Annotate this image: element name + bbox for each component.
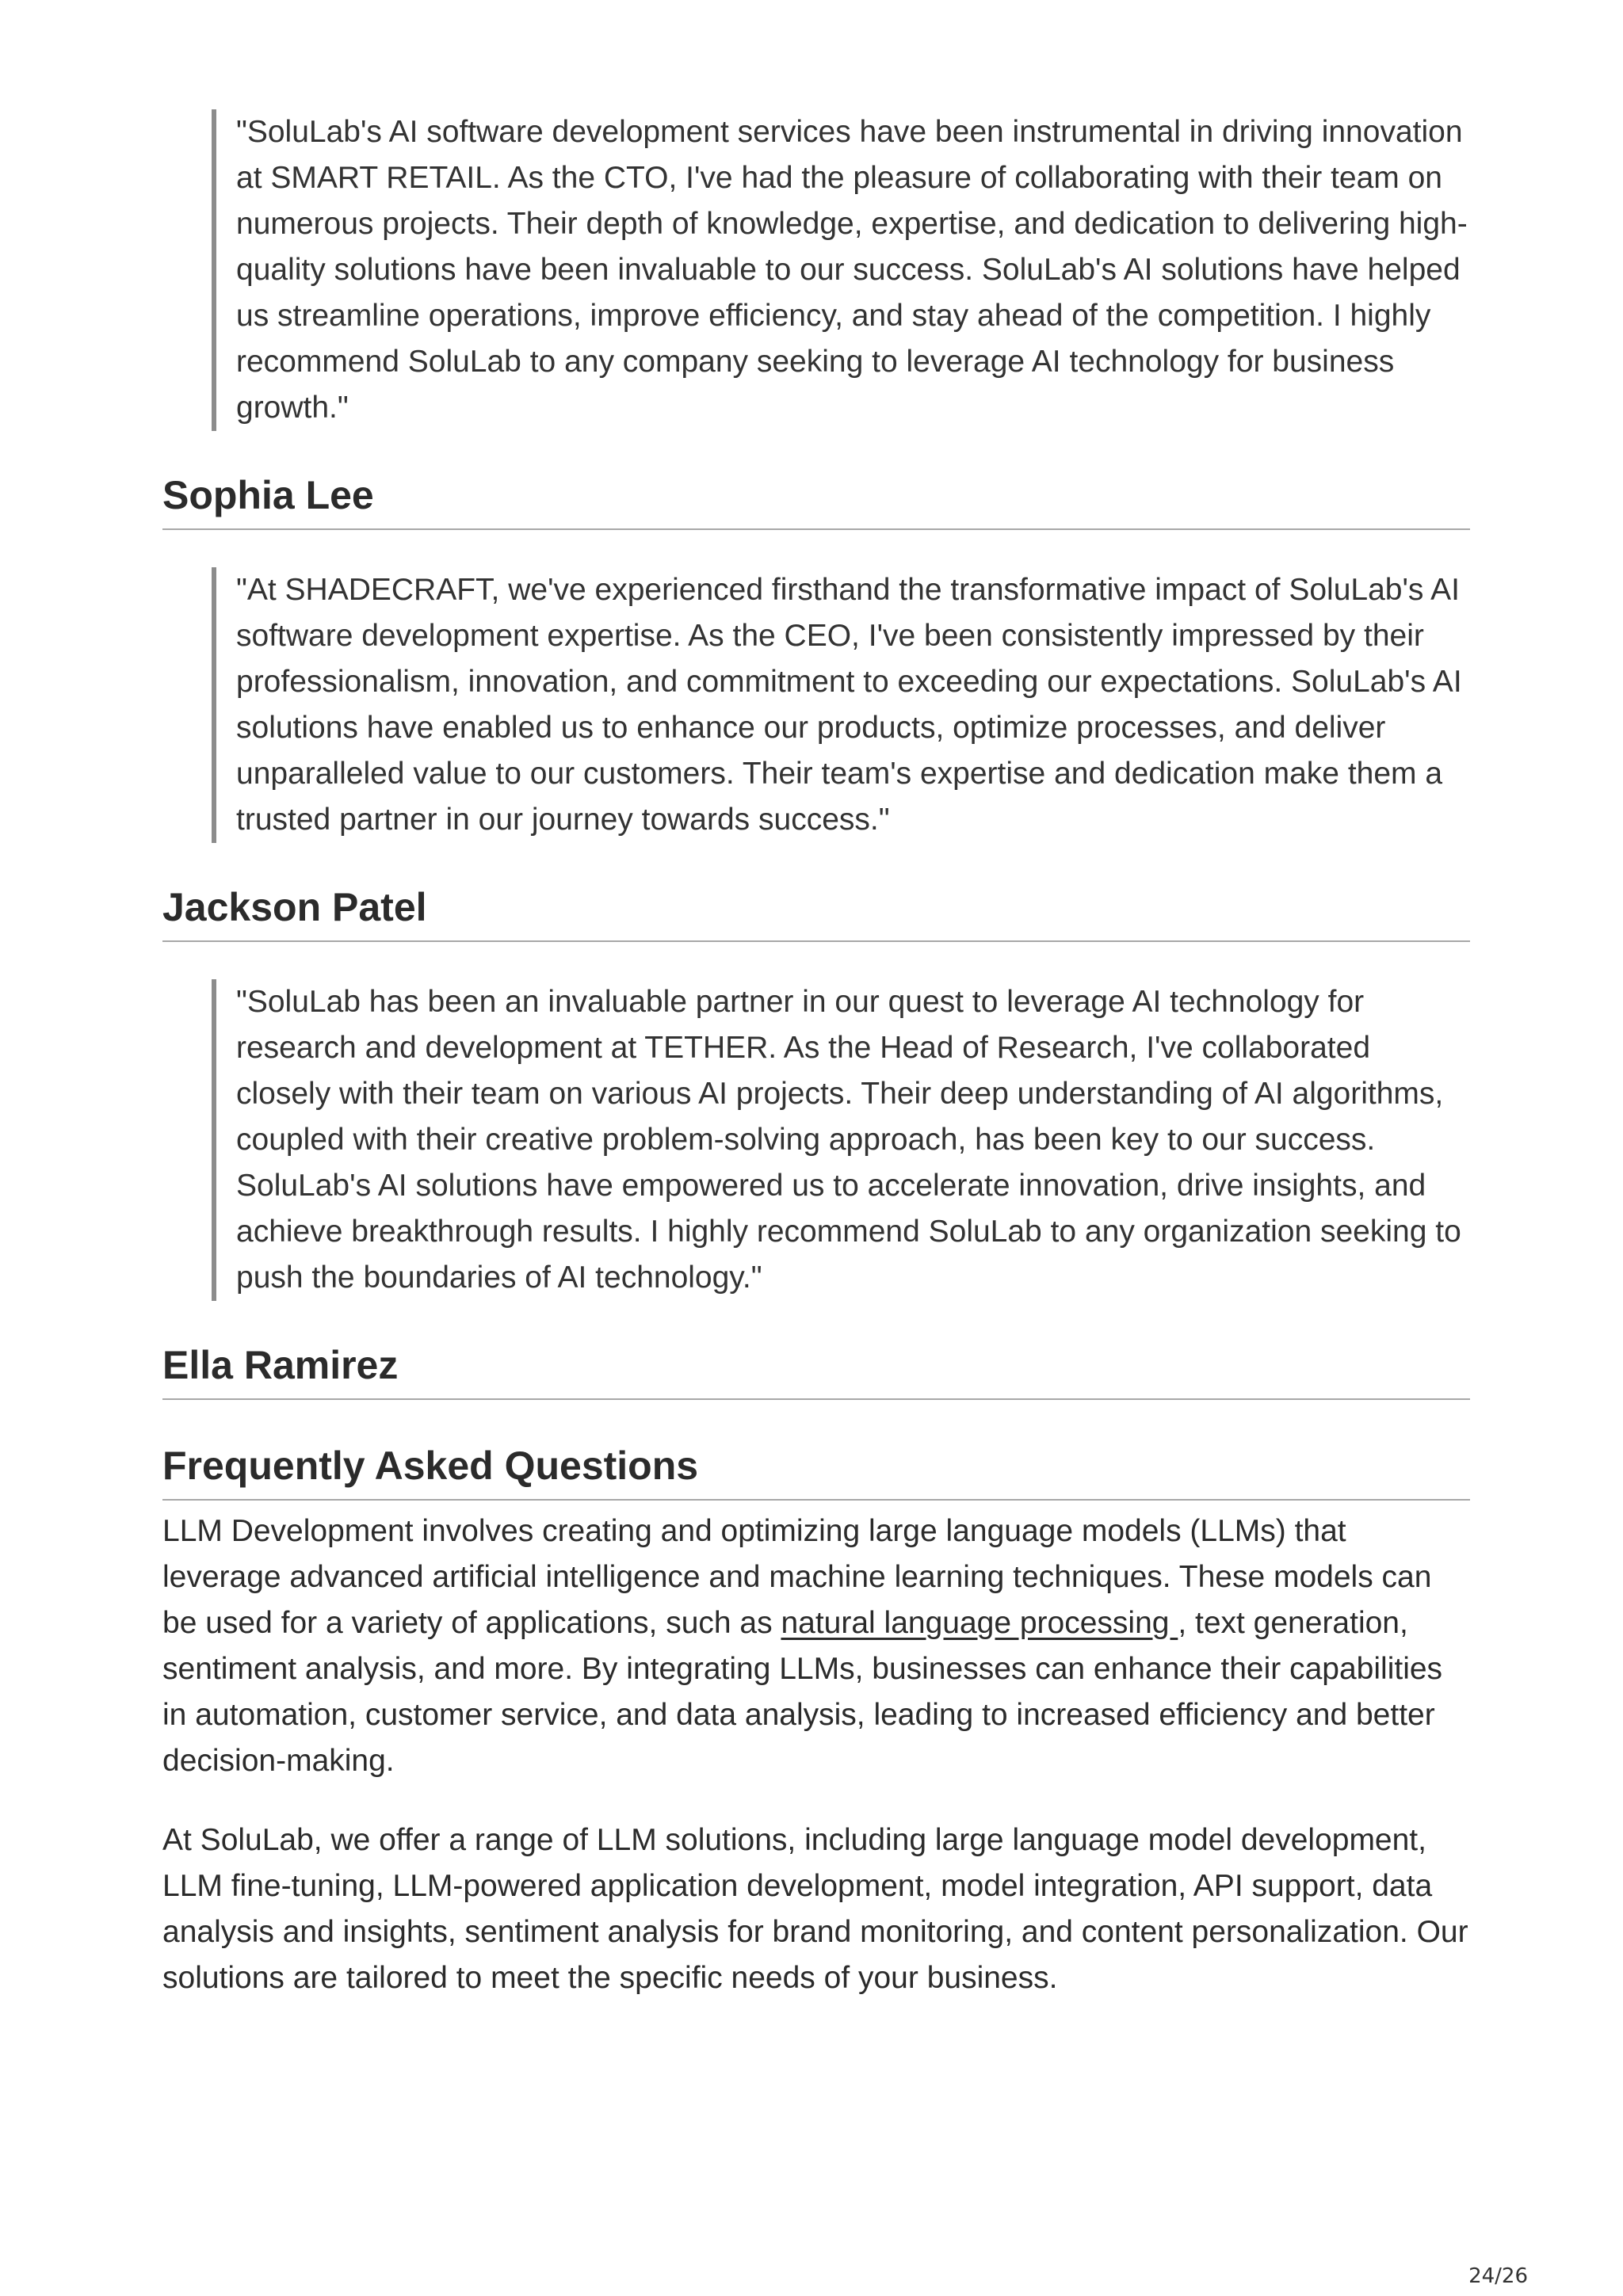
testimonial-author: Sophia Lee <box>162 472 1470 530</box>
faq-paragraph <box>162 1508 1470 1784</box>
page-number: 24/26 <box>1468 2264 1528 2288</box>
faq-paragraph-text: , text generation, sentiment analysis, and more. By integrating LLMs, businesses can enhance their capabilities in automation, customer service, and data analysis, leading to increased efficiency and better decision-making. <box>162 1606 1443 1778</box>
testimonial-author: Ella Ramirez <box>162 1342 1470 1400</box>
faq-paragraph-text: LLM Development involves creating and optimizing large language models (LLMs) that leverage advanced artificial intelligence and machine learning techniques. These models can be used for a variety of applications, such as <box>162 1514 1432 1640</box>
testimonial-author: Jackson Patel <box>162 884 1470 942</box>
testimonial-quote: "At SHADECRAFT, we've experienced firsthand the transformative impact of SoluLab's AI software development expertise. As the CEO, I've been consistently impressed by their professionalism, innovation, and commitment to exceeding our expectations. SoluLab's AI solutions have enabled us to enhance our products, optimize processes, and deliver unparalleled value to our customers. Their team's expertise and dedication make them a trusted partner in our journey towards success." <box>212 567 1470 843</box>
testimonial-quote: "SoluLab's AI software development services have been instrumental in driving innovation at SMART RETAIL. As the CTO, I've had the pleasure of collaborating with their team on numerous projects. Their depth of knowledge, expertise, and dedication to delivering high-quality solutions have been invaluable to our success. SoluLab's AI solutions have helped us streamline operations, improve efficiency, and stay ahead of the competition. I highly recommend SoluLab to any company seeking to leverage AI technology for business growth." <box>212 109 1470 431</box>
faq-paragraph: At SoluLab, we offer a range of LLM solutions, including large language model development, LLM fine-tuning, LLM-powered application development, model integration, API support, data analysis and insights, sentiment analysis for brand monitoring, and content personalization. Our solutions are tailored to meet the specific needs of your business. <box>162 1823 1468 1995</box>
faq-heading: Frequently Asked Questions <box>162 1443 1470 1501</box>
document-content <box>162 109 1470 2001</box>
natural-language-processing-link[interactable]: natural language processing <box>781 1606 1178 1640</box>
testimonial-quote: "SoluLab has been an invaluable partner in our quest to leverage AI technology for research and development at TETHER. As the Head of Research, I've collaborated closely with their team on various AI projects. Their deep understanding of AI algorithms, coupled with their creative problem-solving approach, has been key to our success. SoluLab's AI solutions have empowered us to accelerate innovation, drive insights, and achieve breakthrough results. I highly recommend SoluLab to any organization seeking to push the boundaries of AI technology." <box>212 979 1470 1301</box>
